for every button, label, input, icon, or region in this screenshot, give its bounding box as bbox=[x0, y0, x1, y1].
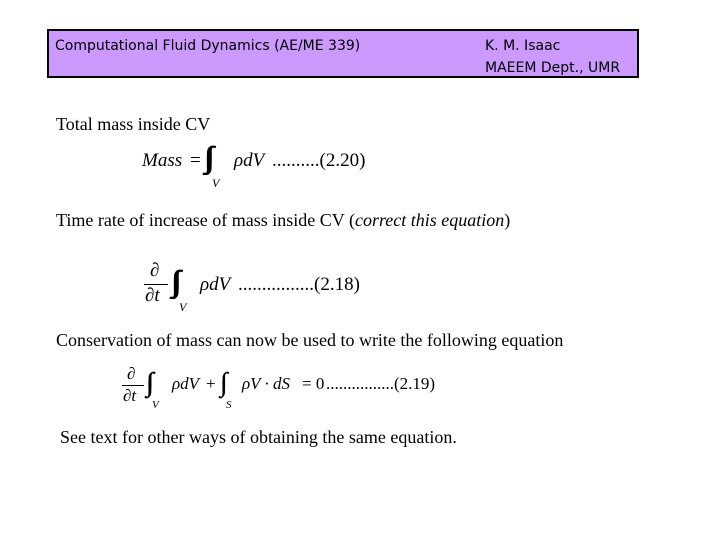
eq2-fraction bbox=[144, 260, 168, 312]
slide-header bbox=[47, 29, 639, 78]
eq3-fraction bbox=[122, 364, 144, 410]
eq3-integrand1: ρdV bbox=[172, 374, 200, 393]
equation-2-20 bbox=[142, 141, 382, 190]
eq2-dt: ∂t bbox=[145, 285, 160, 306]
text-time-rate bbox=[56, 210, 510, 231]
time-rate-text: Time rate of increase of mass inside CV ( bbox=[56, 210, 355, 230]
eq1-tag: ..........(2.20) bbox=[272, 150, 366, 171]
eq3-partial: ∂ bbox=[127, 364, 136, 383]
eq3-sub2: S bbox=[226, 399, 232, 411]
correction-note: correct this equation bbox=[354, 210, 505, 230]
eq3-dt: ∂t bbox=[123, 386, 137, 405]
eq3-rhs: = 0 bbox=[302, 374, 325, 393]
eq3-plus: + bbox=[206, 374, 216, 393]
text-see-text: See text for other ways of obtaining the same equation. bbox=[60, 427, 457, 447]
eq1-integrand: ρdV bbox=[234, 150, 265, 171]
double-integral-icon: ∫∫ bbox=[220, 367, 221, 397]
time-rate-close: ) bbox=[504, 210, 511, 230]
department-name: MAEEM Dept., UMR bbox=[485, 60, 621, 76]
eq2-tag: ................(2.18) bbox=[238, 274, 360, 295]
eq1-sub: V bbox=[212, 176, 220, 190]
eq3-integrand2: ρV · dS bbox=[242, 374, 290, 393]
triple-integral-icon: ∫∫∫ bbox=[171, 265, 175, 298]
eq2-sub: V bbox=[179, 300, 187, 314]
text-conservation: Conservation of mass can now be used to write the following equation bbox=[56, 330, 564, 350]
eq3-tag: ................(2.19) bbox=[326, 374, 436, 393]
equation-2-19 bbox=[122, 364, 452, 412]
equation-2-18 bbox=[144, 260, 384, 312]
eq3-sub1: V bbox=[152, 399, 159, 411]
course-title: Computational Fluid Dynamics (AE/ME 339) bbox=[55, 38, 361, 54]
author-name: K. M. Isaac bbox=[485, 38, 561, 54]
text-total-mass: Total mass inside CV bbox=[56, 114, 211, 134]
eq2-partial: ∂ bbox=[150, 260, 160, 281]
eq1-equals: = bbox=[190, 150, 201, 171]
eq1-lhs: Mass bbox=[142, 150, 183, 171]
triple-integral-icon: ∫∫∫ bbox=[204, 141, 208, 174]
triple-integral-icon: ∫∫∫ bbox=[146, 367, 148, 397]
eq2-integrand: ρdV bbox=[200, 274, 231, 295]
